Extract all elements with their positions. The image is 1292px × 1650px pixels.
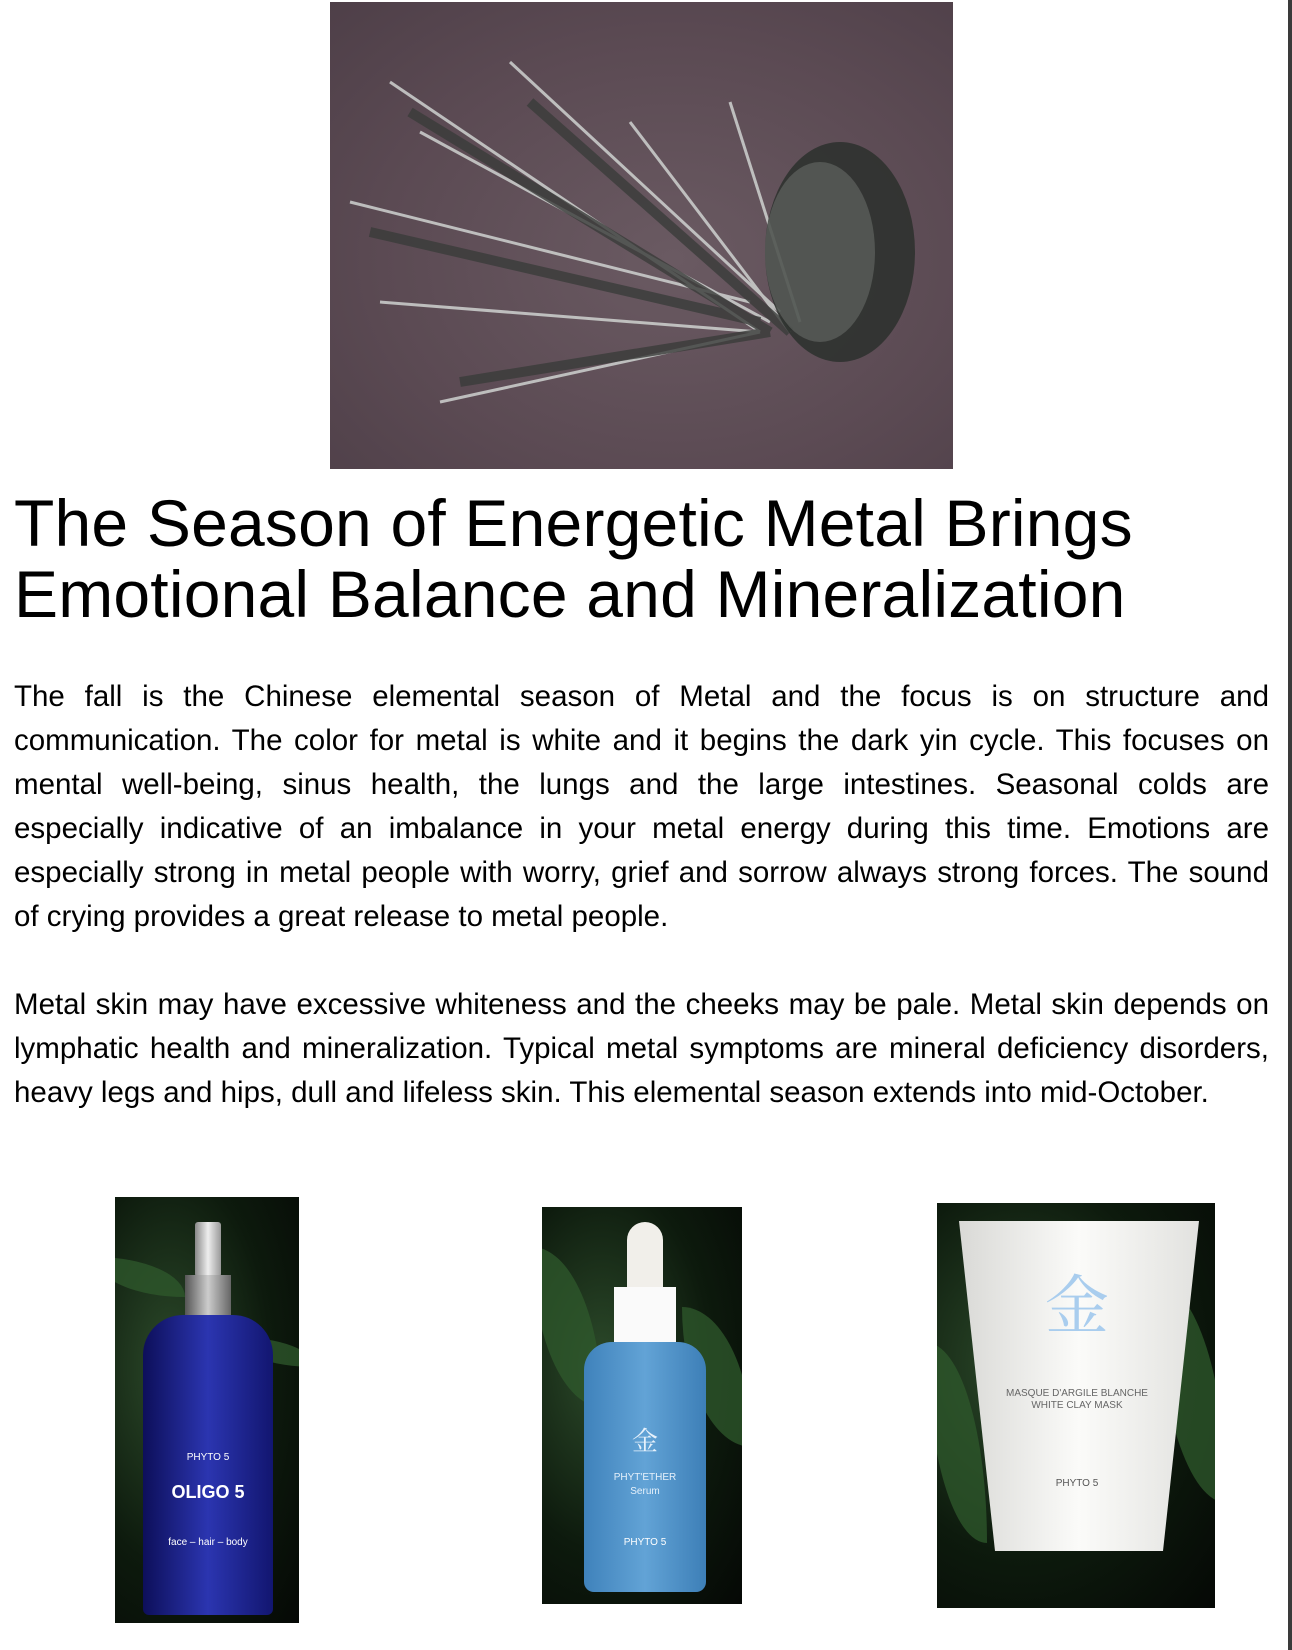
metal-character-logo: 金 xyxy=(631,1426,658,1456)
product-sub: face – hair – body xyxy=(168,1537,248,1548)
product-image-oligo5 xyxy=(115,1197,299,1623)
product-brand: PHYTO 5 xyxy=(1055,1478,1099,1489)
product-brand: PHYTO 5 xyxy=(186,1452,230,1463)
product-brand: PHYTO 5 xyxy=(623,1537,667,1548)
window-edge xyxy=(1288,0,1292,1650)
product-name: PHYT'ETHER xyxy=(613,1472,677,1483)
product-name: OLIGO 5 xyxy=(171,1482,245,1502)
product-image-white-clay-mask xyxy=(937,1203,1215,1608)
page-title: The Season of Energetic Metal Brings Emotional Balance and Mineralization xyxy=(14,486,1133,631)
product-image-phytether xyxy=(542,1207,742,1604)
metal-character-logo: 金 xyxy=(1045,1270,1109,1342)
body-paragraph-2: Metal skin may have excessive whiteness and the cheeks may be pale. Metal skin depends on lymphatic health and mineralization. Typical metal symptoms are mineral deficiency disorders, heavy legs and hips, dull and lifeless skin. This elemental season extends into mid-October. xyxy=(14,988,1269,1109)
product-sub: WHITE CLAY MASK xyxy=(1031,1400,1123,1411)
body-paragraph-1: The fall is the Chinese elemental season of Metal and the focus is on structure and communication. The color for metal is white and it begins the dark yin cycle. This focuses on mental well-being, sinus health, the lungs and the large intestines. Seasonal colds are especially indicative of an imbalance in your metal energy during this time. Emotions are especially strong in metal people with worry, grief and sorrow always strong forces. The sound of crying provides a great release to metal people. xyxy=(14,680,1269,933)
stibnite-crystal-image xyxy=(330,2,953,469)
product-sub: Serum xyxy=(630,1486,660,1497)
product-name: MASQUE D'ARGILE BLANCHE xyxy=(1006,1388,1148,1399)
